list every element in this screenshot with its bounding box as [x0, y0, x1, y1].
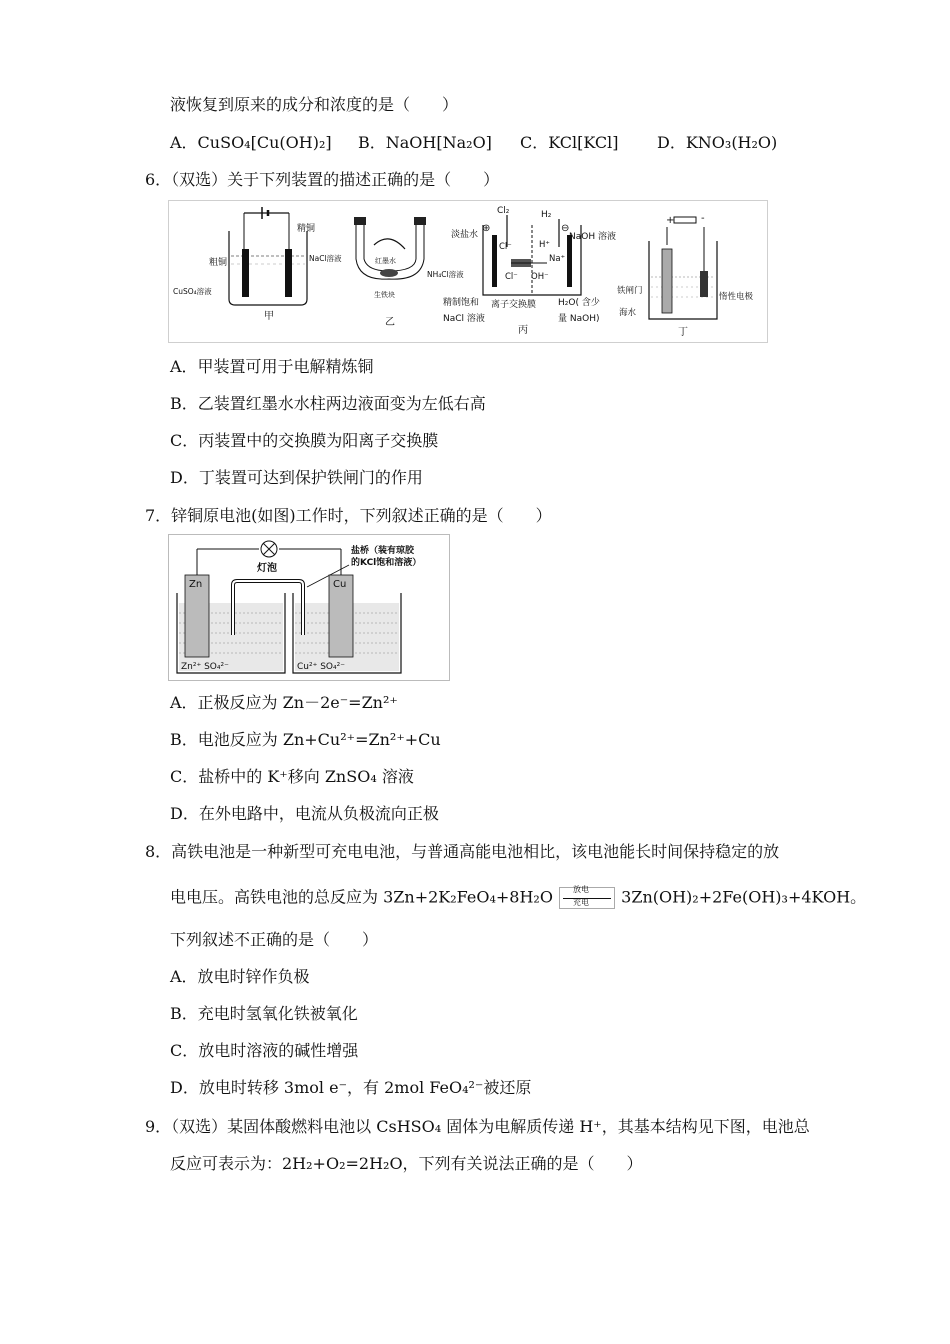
bing-dilute-brine: 淡盐水 — [451, 230, 479, 240]
q5-option-d: D．KNO₃(H₂O) — [657, 133, 778, 152]
q8-option-a: A．放电时锌作负极 — [170, 967, 310, 986]
lamp-label: 灯泡 — [257, 563, 277, 574]
q6-option-c: C．丙装置中的交换膜为阳离子交换膜 — [170, 431, 439, 450]
q8-option-b: B．充电时氢氧化铁被氧化 — [170, 1004, 358, 1023]
ding-plus: + — [666, 215, 675, 226]
bing-cl-ion: Cl⁻ — [499, 242, 512, 252]
q8-option-d: D．放电时转移 3mol e⁻，有 2mol FeO₄²⁻被还原 — [170, 1078, 532, 1097]
q7-option-d: D．在外电路中，电流从负极流向正极 — [170, 804, 439, 823]
q6-option-a: A．甲装置可用于电解精炼铜 — [170, 357, 374, 376]
bing-water-1: H₂O( 含少 — [558, 298, 600, 308]
yi-ink-label: 红墨水 — [375, 257, 396, 265]
q9-stem-line1: 9．（双选）某固体酸燃料电池以 CsHSO₄ 固体为电解质传递 H⁺，其基本结构见下图，电池总 — [145, 1117, 810, 1136]
bing-plus: ⊕ — [482, 223, 491, 234]
salt-bridge-label-1: 盐桥（装有琼胶 — [351, 546, 415, 556]
yi-iron-label: 生铁块 — [374, 291, 395, 299]
device-jia — [173, 207, 315, 322]
bing-minus: ⊖ — [561, 223, 570, 234]
q7-stem: 7．锌铜原电池(如图)工作时，下列叙述正确的是（ ） — [145, 506, 552, 525]
q8-option-c: C．放电时溶液的碱性增强 — [170, 1041, 359, 1060]
bing-cl-ion2: Cl⁻ — [505, 272, 518, 282]
device-yi — [309, 217, 464, 328]
q8-equation-arrow — [559, 887, 615, 909]
q8-arrow-top-label: 放电 — [573, 885, 590, 894]
jia-solution-label: CuSO₄溶液 — [173, 287, 212, 296]
q6-figure-svg — [169, 201, 767, 342]
bing-cl2: Cl₂ — [497, 206, 510, 216]
q7-figure — [168, 534, 450, 681]
jia-anode-label: 粗铜 — [209, 258, 228, 268]
left-ions-label: Zn²⁺ SO₄²⁻ — [181, 662, 229, 672]
yi-left-label: NaCl溶液 — [309, 254, 342, 263]
q6-figure — [168, 200, 768, 343]
q8-equation-left: 电电压。高铁电池的总反应为 3Zn+2K₂FeO₄+8H₂O — [170, 887, 553, 907]
bing-water-2: 量 NaOH) — [558, 314, 600, 324]
ding-gate-label: 铁闸门 — [617, 286, 643, 296]
q6-option-b: B．乙装置红墨水水柱两边液面变为左低右高 — [170, 394, 486, 413]
q7-option-b: B．电池反应为 Zn+Cu²⁺=Zn²⁺+Cu — [170, 730, 441, 749]
ding-sea-label: 海水 — [619, 308, 637, 318]
q7-option-c: C．盐桥中的 K⁺移向 ZnSO₄ 溶液 — [170, 767, 414, 786]
q5-option-a: A．CuSO₄[Cu(OH)₂] — [170, 133, 332, 152]
ding-caption: 丁 — [678, 327, 688, 338]
jia-caption: 甲 — [264, 311, 274, 322]
right-ions-label: Cu²⁺ SO₄²⁻ — [297, 662, 345, 672]
q9-stem-line2: 反应可表示为：2H₂+O₂=2H₂O，下列有关说法正确的是（ ） — [170, 1154, 643, 1173]
yi-right-label: NH₄Cl溶液 — [427, 270, 464, 279]
bing-membrane: 离子交换膜 — [491, 300, 537, 310]
bing-h2: H₂ — [541, 210, 552, 220]
q6-option-d: D．丁装置可达到保护铁闸门的作用 — [170, 468, 423, 487]
q8-stem-line2 — [170, 887, 866, 909]
bing-brine-1: 精制饱和 — [443, 298, 480, 308]
device-ding — [617, 213, 754, 338]
device-bing — [443, 206, 616, 336]
bing-oh-ion: OH⁻ — [531, 272, 549, 282]
yi-caption: 乙 — [385, 317, 395, 328]
q7-figure-svg — [169, 535, 449, 680]
q8-stem-line3: 下列叙述不正确的是（ ） — [170, 930, 379, 949]
zn-electrode-label: Zn — [189, 579, 203, 590]
salt-bridge-label-2: 的KCl饱和溶液） — [351, 558, 422, 568]
bing-na-ion: Na⁺ — [549, 254, 566, 264]
jia-cathode-label: 精铜 — [297, 224, 316, 234]
cu-electrode-label: Cu — [333, 579, 347, 590]
bing-caption: 丙 — [518, 325, 528, 336]
q6-stem: 6．（双选）关于下列装置的描述正确的是（ ） — [145, 170, 500, 189]
q8-arrow-bottom-label: 充电 — [573, 898, 590, 907]
q8-equation-right: 3Zn(OH)₂+2Fe(OH)₃+4KOH。 — [621, 887, 867, 907]
q5-option-c: C．KCl[KCl] — [520, 133, 619, 152]
q8-stem-line1: 8．高铁电池是一种新型可充电电池，与普通高能电池相比，该电池能长时间保持稳定的放 — [145, 842, 780, 861]
ding-electrode-label: 惰性电极 — [719, 292, 754, 302]
bing-h-ion: H⁺ — [539, 240, 550, 250]
q5-stem-tail: 液恢复到原来的成分和浓度的是（ ） — [170, 95, 459, 114]
q5-option-b: B．NaOH[Na₂O] — [358, 133, 492, 152]
bing-naoh: NaOH 溶液 — [569, 232, 616, 242]
bing-brine-2: NaCl 溶液 — [443, 314, 485, 324]
ding-minus: - — [701, 213, 705, 224]
q7-option-a: A．正极反应为 Zn－2e⁻=Zn²⁺ — [170, 693, 398, 712]
